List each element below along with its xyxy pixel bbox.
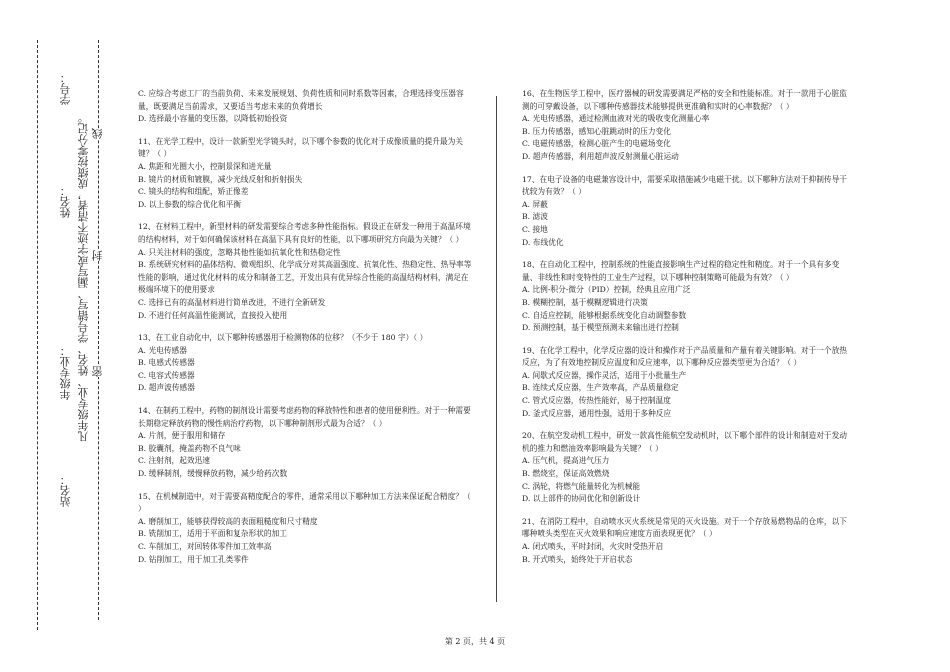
option-d: D. 缓释制剂，缓慢释放药物，减少给药次数 <box>138 469 288 479</box>
option-c: C. 应综合考虑工厂的当前负荷、未来发展规划、负荷性质和同时系数等因素，合理选择变压器容量，既要满足当前需求，又要适当考虑未来的负荷增长 <box>138 89 464 111</box>
name-label: 姓名： <box>59 185 72 218</box>
option-a: A. 光电传感器 <box>138 345 187 355</box>
question-18 <box>522 259 852 335</box>
option-d: D. 以上参数的综合优化和平衡 <box>138 199 242 209</box>
option-c: C. 选择已有的高温材料进行简单改进，不进行全新研发 <box>138 297 326 307</box>
warning-notice: 凡年级专业、姓名、学号错写、漏写或字迹不清者，成绩按零分记。 <box>77 112 90 442</box>
option-b: B. 开式喷头，始终处于开启状态 <box>522 554 633 564</box>
option-c: C. 镜头的结构和组配，矫正像差 <box>138 187 249 197</box>
option-d: D. 钻削加工，用于加工孔类零件 <box>138 554 249 564</box>
option-d: D. 以上部件的协同优化和创新设计 <box>522 494 641 504</box>
question-16 <box>522 88 852 164</box>
question-11 <box>138 136 473 212</box>
right-column <box>522 88 852 576</box>
question-19 <box>522 345 852 421</box>
option-a: A. 片剂，便于服用和储存 <box>138 431 226 441</box>
option-a: A. 压气机，提高进气压力 <box>522 456 610 466</box>
question-stem: 14、在制药工程中，药物的制剂设计需要考虑药物的释放特性和患者的使用便利性。对于一种需要长期稳定释放药物的慢性病治疗药物，以下哪种制剂形式最为合适？（ ） <box>138 406 471 428</box>
seal-mark-feng: 封 <box>91 250 104 261</box>
question-stem: 20、在航空发动机工程中，研发一款高性能航空发动机时，以下哪个部件的设计和制造对于发动机的推力和燃油效率影响最为关键？（ ） <box>522 431 847 453</box>
option-b: B. 铣削加工，适用于平面和复杂形状的加工 <box>138 529 287 539</box>
option-a: A. 间歇式反应器，操作灵活，适用于小批量生产 <box>522 370 687 380</box>
option-b: B. 电感式传感器 <box>138 358 195 368</box>
question-14 <box>138 405 473 481</box>
question-stem: 11、在光学工程中，设计一款新型光学镜头时，以下哪个参数的优化对于成像质量的提升最为关键？（ ） <box>138 136 463 159</box>
student-no-label: 学号： <box>59 72 72 105</box>
column-divider <box>496 96 497 602</box>
option-c: C. 电磁传感器，检测心脏产生的电磁场变化 <box>522 139 671 149</box>
option-c: C. 接地 <box>522 224 548 234</box>
option-a: A. 焦距和光圈大小，控制景深和进光量 <box>138 161 272 171</box>
option-d: D. 布线优化 <box>522 237 564 247</box>
option-c: C. 电容式传感器 <box>138 370 195 380</box>
option-b: B. 系统研究材料的晶体结构、微观组织、化学成分对其高温强度、抗氧化性、热稳定性、热导率等性能的影响，通过优化材料的成分和制备工艺，开发出具有优异综合性能的高温结构材料，满足在极端环境下的使用要求 <box>138 260 472 295</box>
option-a: A. 只关注材料的强度，忽略其他性能如抗氧化性和热稳定性 <box>138 247 341 257</box>
seal-mark-mi: 密 <box>91 366 104 377</box>
question-15 <box>138 491 473 567</box>
question-stem: 18、在自动化工程中，控制系统的性能直接影响生产过程的稳定性和精度。对于一个具有多变量、非线性和时变特性的工业生产过程，以下哪种控制策略可能最为有效？（ ） <box>522 260 840 282</box>
option-b: B. 滤波 <box>522 212 548 222</box>
option-d: D. 不进行任何高温性能测试，直接投入使用 <box>138 310 288 320</box>
left-column <box>138 88 473 576</box>
option-b: B. 燃烧室，保证高效燃烧 <box>522 469 610 479</box>
option-b: B. 胶囊剂，掩盖药物不良气味 <box>138 443 241 453</box>
question-stem: 13、在工业自动化中，以下哪种传感器用于检测物体的位移？（不少于 180 字）（ ） <box>138 333 428 343</box>
option-d: D. 超声传感器，利用超声波反射测量心脏运动 <box>522 151 679 161</box>
option-a: A. 磨削加工，能够获得较高的表面粗糙度和尺寸精度 <box>138 516 318 526</box>
option-c: C. 自适应控制，能够根据系统变化自动调整参数 <box>522 310 687 320</box>
question-stem: 21、在消防工程中，自动喷水灭火系统是常见的灭火设施。对于一个存放易燃物品的仓库，以下哪种喷头类型在灭火效果和响应速度方面表现更优？（ ） <box>522 516 847 539</box>
question-21 <box>522 516 852 566</box>
question-12 <box>138 221 473 322</box>
question-stem: 16、在生物医学工程中，医疗器械的研发需要满足严格的安全和性能标准。对于一款用于心脏监测的可穿戴设备，以下哪种传感器技术能够提供更准确和实时的心率数据？（ ） <box>522 89 847 111</box>
question-13 <box>138 332 473 395</box>
question-20 <box>522 430 852 506</box>
question-10-continued <box>138 88 473 126</box>
cut-line-right <box>98 40 99 620</box>
option-d: D. 预测控制，基于模型预测未来输出进行控制 <box>522 323 679 333</box>
option-b: B. 模糊控制，基于模糊逻辑进行决策 <box>522 297 648 307</box>
option-c: C. 注射剂，起效迅速 <box>138 456 210 466</box>
question-17 <box>522 174 852 250</box>
question-stem: 15、在机械制造中，对于需要高精度配合的零件，通常采用以下哪种加工方法来保证配合精度？（ ） <box>138 491 471 514</box>
question-stem: 17、在电子设备的电磁兼容设计中，需要采取措施减少电磁干扰。以下哪种方法对于抑制传导干扰较为有效？（ ） <box>522 174 847 197</box>
option-c: C. 管式反应器，传热性能好，易于控制温度 <box>522 396 671 406</box>
grade-major-label: 年级专业： <box>59 345 72 400</box>
option-a: A. 光电传感器，通过检测血液对光的吸收变化测量心率 <box>522 114 710 124</box>
option-d: D. 超声波传感器 <box>138 383 195 393</box>
option-c: C. 车削加工，对回转体零件加工效率高 <box>138 542 272 551</box>
question-stem: 12、在材料工程中，新型材料的研发需要综合考虑多种性能指标。假设正在研发一种用于高温环境的结构材料，对于如何确保该材料在高温下具有良好的性能，以下哪项研究方向最为关键？（ ） <box>138 222 471 244</box>
option-c: C. 涡轮，将燃气能量转化为机械能 <box>522 481 641 491</box>
option-d: D. 釜式反应器，通用性强，适用于多种反应 <box>522 408 672 418</box>
seal-mark-xian: 线 <box>91 128 104 139</box>
option-b: B. 镜片的材质和镀膜，减少光线反射和折射损失 <box>138 174 303 184</box>
page-number: 第 2 页，共 4 页 <box>444 637 506 646</box>
option-a: A. 比例-积分-微分（PID）控制，经典且应用广泛 <box>522 285 691 295</box>
option-a: A. 屏蔽 <box>522 199 548 209</box>
option-b: B. 连续式反应器，生产效率高，产品质量稳定 <box>522 383 679 393</box>
option-a: A. 闭式喷头，平时封闭，火灾时受热开启 <box>522 542 664 551</box>
option-d: D. 选择最小容量的变压器，以降低初始投资 <box>138 114 288 124</box>
cut-line-left <box>37 40 38 630</box>
binding-margin <box>0 0 120 672</box>
question-stem: 19、在化学工程中，化学反应器的设计和操作对于产品质量和产量有着关键影响。对于一个放热反应，为了有效地控制反应温度和反应速率，以下哪种反应器类型更为合适？（ ） <box>522 345 847 368</box>
option-b: B. 压力传感器，感知心脏跳动时的压力变化 <box>522 126 671 136</box>
station-label: 站名： <box>59 474 72 507</box>
